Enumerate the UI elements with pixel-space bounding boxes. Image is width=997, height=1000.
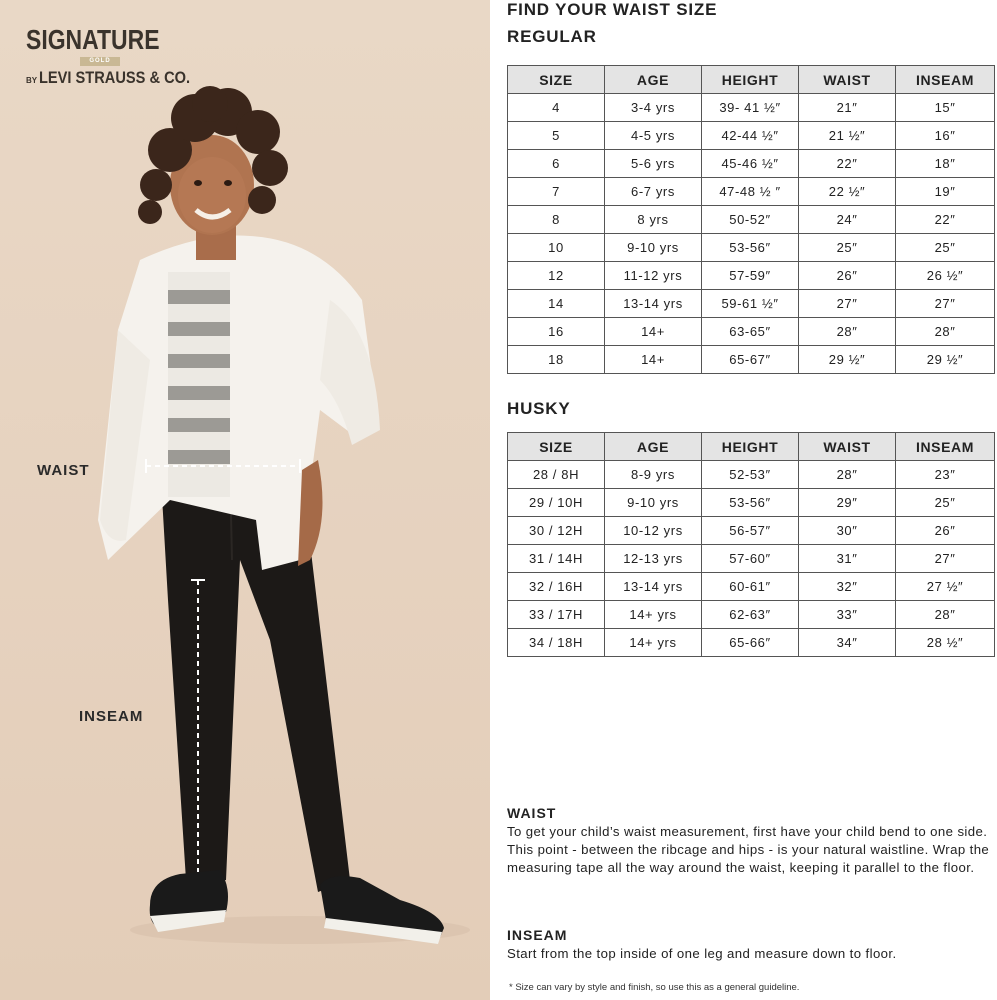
column-header-waist: WAIST — [799, 433, 896, 461]
table-row — [508, 262, 995, 290]
cell-waist: 28″ — [799, 318, 896, 346]
child-figure — [0, 0, 490, 1000]
cell-age: 11-12 yrs — [605, 262, 702, 290]
table-row — [508, 178, 995, 206]
cell-height: 47-48 ½ ″ — [702, 178, 799, 206]
column-header-height: HEIGHT — [702, 66, 799, 94]
cell-inseam: 22″ — [896, 206, 995, 234]
cell-size: 32 / 16H — [508, 573, 605, 601]
cell-age: 9-10 yrs — [605, 234, 702, 262]
cell-height: 57-60″ — [702, 545, 799, 573]
cell-height: 45-46 ½″ — [702, 150, 799, 178]
waist-note-text: To get your child’s waist measurement, first have your child bend to one side. This point - between the ribcage and hips - is your natural waistline. Wrap the measuring tape all the way around the waist, keeping it parallel to the floor. — [507, 824, 990, 875]
column-header-inseam: INSEAM — [896, 66, 995, 94]
table-row — [508, 150, 995, 178]
cell-height: 42-44 ½″ — [702, 122, 799, 150]
cell-height: 59-61 ½″ — [702, 290, 799, 318]
cell-inseam: 15″ — [896, 94, 995, 122]
cell-inseam: 27 ½″ — [896, 573, 995, 601]
cell-waist: 29 ½″ — [799, 346, 896, 374]
husky-size-table — [507, 432, 995, 657]
brand-by: BY — [26, 76, 38, 85]
cell-age: 6-7 yrs — [605, 178, 702, 206]
table-row — [508, 318, 995, 346]
cell-size: 34 / 18H — [508, 629, 605, 657]
cell-inseam: 18″ — [896, 150, 995, 178]
cell-age: 14+ — [605, 346, 702, 374]
table-header-row — [508, 433, 995, 461]
cell-inseam: 19″ — [896, 178, 995, 206]
cell-inseam: 28″ — [896, 601, 995, 629]
cell-inseam: 26″ — [896, 517, 995, 545]
table-row — [508, 517, 995, 545]
cell-height: 62-63″ — [702, 601, 799, 629]
table-row — [508, 206, 995, 234]
cell-waist: 25″ — [799, 234, 896, 262]
table-row — [508, 290, 995, 318]
cell-size: 7 — [508, 178, 605, 206]
cell-height: 65-66″ — [702, 629, 799, 657]
cell-inseam: 28 ½″ — [896, 629, 995, 657]
inseam-label: INSEAM — [79, 708, 144, 725]
cell-age: 8-9 yrs — [605, 461, 702, 489]
cell-waist: 22 ½″ — [799, 178, 896, 206]
cell-height: 65-67″ — [702, 346, 799, 374]
cell-size: 31 / 14H — [508, 545, 605, 573]
cell-age: 8 yrs — [605, 206, 702, 234]
regular-heading: REGULAR — [507, 27, 597, 46]
cell-waist: 26″ — [799, 262, 896, 290]
cell-size: 10 — [508, 234, 605, 262]
table-row — [508, 94, 995, 122]
cell-waist: 24″ — [799, 206, 896, 234]
cell-size: 4 — [508, 94, 605, 122]
page-title: FIND YOUR WAIST SIZE — [507, 0, 718, 19]
column-header-height: HEIGHT — [702, 433, 799, 461]
cell-age: 3-4 yrs — [605, 94, 702, 122]
cell-waist: 32″ — [799, 573, 896, 601]
cell-waist: 31″ — [799, 545, 896, 573]
waist-label: WAIST — [37, 462, 90, 479]
footnote: * Size can vary by style and finish, so use this as a general guideline. — [509, 982, 800, 993]
column-header-age: AGE — [605, 66, 702, 94]
cell-size: 28 / 8H — [508, 461, 605, 489]
column-header-size: SIZE — [508, 433, 605, 461]
cell-height: 52-53″ — [702, 461, 799, 489]
column-header-age: AGE — [605, 433, 702, 461]
brand-sub: GOLD — [80, 57, 120, 66]
brand-maker: LEVI STRAUSS & CO. — [39, 68, 191, 87]
cell-size: 6 — [508, 150, 605, 178]
cell-inseam: 26 ½″ — [896, 262, 995, 290]
table-row — [508, 461, 995, 489]
cell-waist: 28″ — [799, 461, 896, 489]
cell-size: 18 — [508, 346, 605, 374]
cell-inseam: 28″ — [896, 318, 995, 346]
cell-size: 5 — [508, 122, 605, 150]
cell-size: 14 — [508, 290, 605, 318]
cell-size: 33 / 17H — [508, 601, 605, 629]
table-row — [508, 489, 995, 517]
cell-inseam: 25″ — [896, 489, 995, 517]
cell-size: 29 / 10H — [508, 489, 605, 517]
cell-age: 9-10 yrs — [605, 489, 702, 517]
cell-age: 13-14 yrs — [605, 290, 702, 318]
table-row — [508, 573, 995, 601]
table-row — [508, 629, 995, 657]
cell-inseam: 23″ — [896, 461, 995, 489]
waist-note-title: WAIST — [507, 805, 557, 821]
cell-size: 12 — [508, 262, 605, 290]
cell-size: 8 — [508, 206, 605, 234]
table-row — [508, 545, 995, 573]
inseam-note-title: INSEAM — [507, 927, 568, 943]
cell-age: 4-5 yrs — [605, 122, 702, 150]
cell-size: 30 / 12H — [508, 517, 605, 545]
table-row — [508, 122, 995, 150]
cell-height: 53-56″ — [702, 234, 799, 262]
cell-age: 14+ yrs — [605, 601, 702, 629]
cell-age: 14+ yrs — [605, 629, 702, 657]
cell-waist: 34″ — [799, 629, 896, 657]
column-header-waist: WAIST — [799, 66, 896, 94]
column-header-size: SIZE — [508, 66, 605, 94]
regular-size-table — [507, 65, 995, 374]
cell-age: 12-13 yrs — [605, 545, 702, 573]
cell-waist: 21 ½″ — [799, 122, 896, 150]
cell-age: 5-6 yrs — [605, 150, 702, 178]
husky-heading: HUSKY — [507, 399, 571, 418]
table-header-row — [508, 66, 995, 94]
cell-age: 13-14 yrs — [605, 573, 702, 601]
cell-inseam: 27″ — [896, 290, 995, 318]
cell-waist: 22″ — [799, 150, 896, 178]
cell-waist: 33″ — [799, 601, 896, 629]
cell-waist: 30″ — [799, 517, 896, 545]
cell-age: 10-12 yrs — [605, 517, 702, 545]
cell-inseam: 27″ — [896, 545, 995, 573]
cell-height: 50-52″ — [702, 206, 799, 234]
cell-age: 14+ — [605, 318, 702, 346]
brand-name: SIGNATURE — [26, 24, 160, 55]
cell-waist: 29″ — [799, 489, 896, 517]
table-row — [508, 346, 995, 374]
cell-inseam: 25″ — [896, 234, 995, 262]
cell-waist: 27″ — [799, 290, 896, 318]
cell-height: 57-59″ — [702, 262, 799, 290]
cell-height: 39- 41 ½″ — [702, 94, 799, 122]
cell-height: 53-56″ — [702, 489, 799, 517]
column-header-inseam: INSEAM — [896, 433, 995, 461]
model-photo — [0, 0, 490, 1000]
table-row — [508, 601, 995, 629]
cell-size: 16 — [508, 318, 605, 346]
table-row — [508, 234, 995, 262]
cell-height: 56-57″ — [702, 517, 799, 545]
cell-inseam: 29 ½″ — [896, 346, 995, 374]
cell-height: 63-65″ — [702, 318, 799, 346]
inseam-note-text: Start from the top inside of one leg and measure down to floor. — [507, 946, 897, 961]
cell-waist: 21″ — [799, 94, 896, 122]
cell-inseam: 16″ — [896, 122, 995, 150]
cell-height: 60-61″ — [702, 573, 799, 601]
